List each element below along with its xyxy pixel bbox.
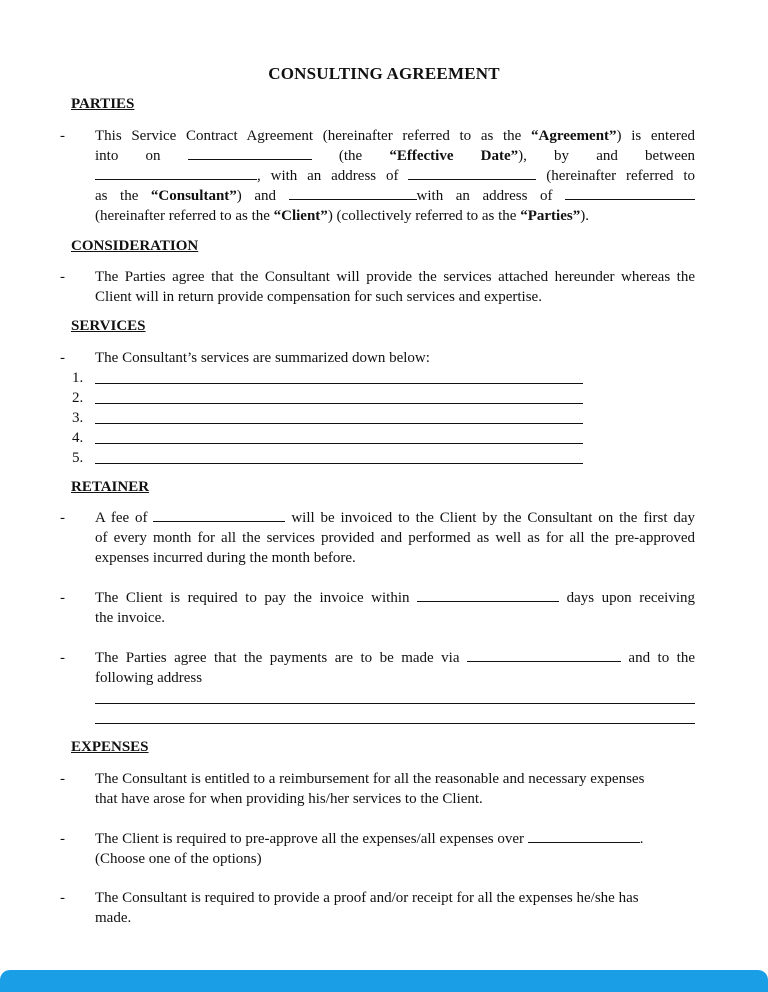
heading-consideration: CONSIDERATION (71, 238, 199, 254)
parties-line-1: This Service Contract Agreement (hereinafter referred to as the “Agreement”) is entered (95, 128, 695, 144)
expenses-preapprove-line-2: (Choose one of the options) (95, 851, 262, 867)
service-number: 3. (72, 410, 84, 426)
retainer-fee-line-3: expenses incurred during the month before. (95, 550, 356, 566)
service-blank-line (95, 383, 583, 384)
expenses-reimb-line-2: that have arose for when providing his/her services to the Client. (95, 791, 483, 807)
consideration-text: The Parties agree that the Consultant will provide the services attached hereunder whereas the Client will in return provide compensation for such services and expertise. (95, 269, 695, 305)
address-blank-line (95, 703, 695, 704)
parties-paragraph (95, 126, 695, 226)
service-blank-line (95, 423, 583, 424)
service-blank-line (95, 403, 583, 404)
address-blank-line (95, 723, 695, 724)
service-number: 5. (72, 450, 84, 466)
services-intro: The Consultant’s services are summarized down below: (95, 350, 430, 366)
footer-bar (0, 970, 768, 992)
document-title: CONSULTING AGREEMENT (268, 64, 500, 83)
bullet-dash: - (60, 510, 65, 526)
parties-line-2: into on (the “Effective Date”), by and between (95, 148, 696, 164)
service-number: 4. (72, 430, 84, 446)
parties-line-4: as the “Consultant”) and with an address of (95, 186, 695, 206)
retainer-pay-paragraph (95, 588, 695, 628)
service-blank-line (95, 463, 583, 464)
bullet-dash: - (60, 350, 65, 366)
retainer-fee-line-2: of every month for all the services provided and performed as well as for all the pre-approved (95, 530, 695, 546)
retainer-pay-line-1: The Client is required to pay the invoice within days upon receiving (95, 590, 696, 606)
service-number: 2. (72, 390, 84, 406)
expenses-preapprove-paragraph (95, 829, 695, 869)
service-number: 1. (72, 370, 84, 386)
retainer-via-line-2: following address (95, 670, 203, 686)
bullet-dash: - (60, 890, 65, 906)
bullet-dash: - (60, 650, 65, 666)
expenses-preapprove-line-1: The Client is required to pre-approve all the expenses/all expenses over . (95, 831, 644, 847)
heading-expenses: EXPENSES (71, 739, 149, 755)
retainer-via-paragraph (95, 648, 695, 688)
retainer-fee-line-1: A fee of will be invoiced to the Client by the Consultant on the first day (95, 510, 696, 526)
heading-parties: PARTIES (71, 96, 135, 112)
bullet-dash: - (60, 128, 65, 144)
retainer-via-line-1: The Parties agree that the payments are to be made via and to the (95, 650, 695, 666)
expenses-proof-line-1: The Consultant is required to provide a proof and/or receipt for all the expenses he/she has (95, 890, 639, 906)
parties-line-5: (hereinafter referred to as the “Client”) (collectively referred to as the “Parties”). (95, 208, 589, 224)
expenses-reimbursement-paragraph (95, 769, 695, 809)
retainer-fee-paragraph (95, 508, 695, 568)
parties-line-3: , with an address of (hereinafter referred to (95, 166, 695, 186)
expenses-proof-line-2: made. (95, 910, 132, 926)
bullet-dash: - (60, 590, 65, 606)
expenses-reimb-line-1: The Consultant is entitled to a reimbursement for all the reasonable and necessary expenses (95, 771, 645, 787)
retainer-pay-line-2: the invoice. (95, 610, 165, 626)
service-blank-line (95, 443, 583, 444)
bullet-dash: - (60, 831, 65, 847)
bullet-dash: - (60, 771, 65, 787)
expenses-proof-paragraph (95, 888, 695, 928)
heading-services: SERVICES (71, 318, 146, 334)
bullet-dash: - (60, 269, 65, 285)
heading-retainer: RETAINER (71, 479, 150, 495)
